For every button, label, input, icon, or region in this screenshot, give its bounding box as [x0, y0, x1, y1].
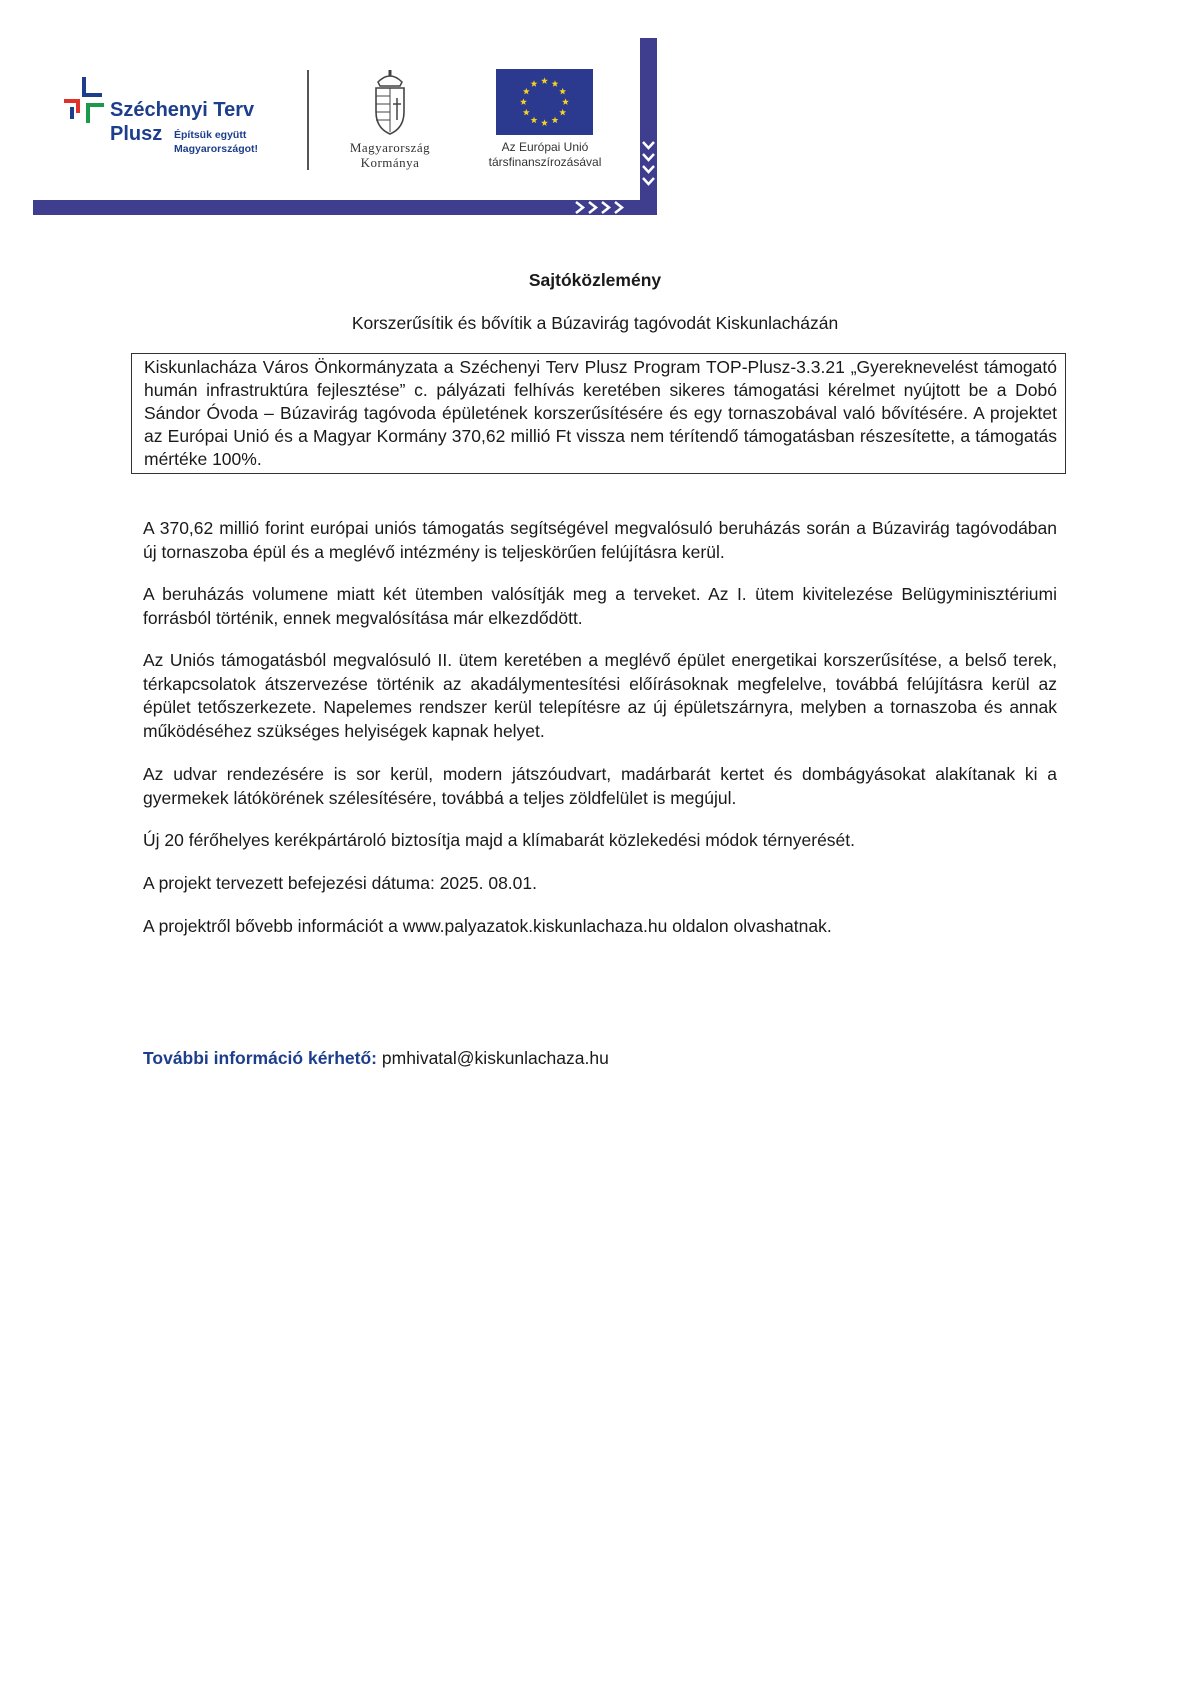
- document-title: Sajtóközlemény: [528, 270, 662, 290]
- hungarian-crest-icon: [370, 68, 410, 136]
- contact-email[interactable]: pmhivatal@kiskunlachaza.hu: [381, 1048, 609, 1068]
- eu-stars-icon: [496, 69, 593, 135]
- eu-line-1: Az Európai Unió: [501, 140, 589, 154]
- eu-star-icon: [523, 109, 530, 116]
- eu-star-icon: [559, 88, 566, 95]
- paragraph-4: Az udvar rendezésére is sor kerül, modern játszóudvart, madárbarát kertet és dombágyásokat alakítanak ki a gyermekek látókörének szélesítésére, továbbá a teljes zöldfelület is megújul.: [143, 764, 1057, 808]
- eu-line-2: társfinanszírozásával: [488, 155, 602, 169]
- eu-star-icon: [559, 109, 566, 116]
- paragraph-5: Új 20 férőhelyes kerékpártároló biztosítja majd a klímabarát közlekedési módok térnyerését.: [143, 830, 856, 850]
- eu-star-icon: [552, 80, 559, 87]
- paragraph-7: A projektről bővebb információt a www.palyazatok.kiskunlachaza.hu oldalon olvashatnak.: [143, 916, 832, 936]
- decorative-band-horizontal: [33, 200, 657, 215]
- szechenyi-plusz: Plusz: [110, 123, 163, 145]
- contact-label: További információ kérhető:: [143, 1048, 378, 1068]
- contact-line: [143, 1048, 609, 1069]
- eu-star-icon: [562, 98, 569, 105]
- header-banner: [0, 0, 1190, 240]
- government-line-2: Kormánya: [360, 155, 420, 170]
- eu-star-icon: [531, 80, 538, 87]
- szechenyi-tagline: Építsük együtt Magyarországot!: [174, 129, 259, 155]
- eu-flag-icon: [496, 69, 593, 135]
- eu-star-icon: [531, 117, 538, 124]
- eu-star-icon: [552, 117, 559, 124]
- eu-star-icon: [523, 88, 530, 95]
- paragraph-6: A projekt tervezett befejezési dátuma: 2025. 08.01.: [143, 873, 537, 893]
- eu-star-icon: [541, 77, 548, 84]
- logo-divider: [307, 70, 309, 170]
- paragraph-3: Az Uniós támogatásból megvalósuló II. ütem keretében a meglévő épület energetikai korszerűsítése, a belső terek, térkapcsolatok átszervezése történik az akadálymentesítési előírásoknak megfelelve, továbbá felújításra kerül az épület tetőszerkezete. Napelemes rendszer kerül telepítésre az új épületszárnyra, melyben a tornaszoba és annak működéséhez szükséges helyiségek kapnak helyet.: [143, 650, 1057, 741]
- summary-box: [131, 353, 1066, 474]
- chevron-down-icons: [640, 140, 657, 200]
- szechenyi-cross-icon: [62, 77, 108, 127]
- eu-star-icon: [520, 98, 527, 105]
- szechenyi-title: Széchenyi Terv: [110, 99, 255, 121]
- eu-label: [470, 140, 620, 170]
- eu-star-icon: [541, 119, 548, 126]
- szechenyi-logo: [62, 77, 282, 167]
- document-subtitle: Korszerűsítik és bővítik a Búzavirág tagóvodát Kiskunlacházán: [351, 313, 839, 333]
- chevron-right-icons: [574, 200, 630, 215]
- government-label: [330, 140, 450, 170]
- summary-text: Kiskunlacháza Város Önkormányzata a Széchenyi Terv Plusz Program TOP-Plusz-3.3.21 „Gyereknevelést támogató humán infrastruktúra fejlesztése” c. pályázati felhívás keretében sikeres támogatási kérelmet nyújtott be a Dobó Sándor Óvoda – Búzavirág tagóvoda épületének korszerűsítésére és egy tornaszobával való bővítésére. A projektet az Európai Unió és a Magyar Kormány 370,62 millió Ft vissza nem térítendő támogatásban részesítette, a támogatás mértéke 100%.: [144, 357, 1057, 469]
- government-line-1: Magyarország: [349, 140, 431, 155]
- paragraph-1: A 370,62 millió forint európai uniós támogatás segítségével megvalósuló beruházás során a Búzavirág tagóvodában új tornaszoba épül és a meglévő intézmény is teljeskörűen felújításra kerül.: [143, 518, 1057, 562]
- paragraph-2: A beruházás volumene miatt két ütemben valósítják meg a terveket. Az I. ütem kivitelezése Belügyminisztériumi forrásból történik, ennek megvalósítása már elkezdődött.: [143, 584, 1057, 628]
